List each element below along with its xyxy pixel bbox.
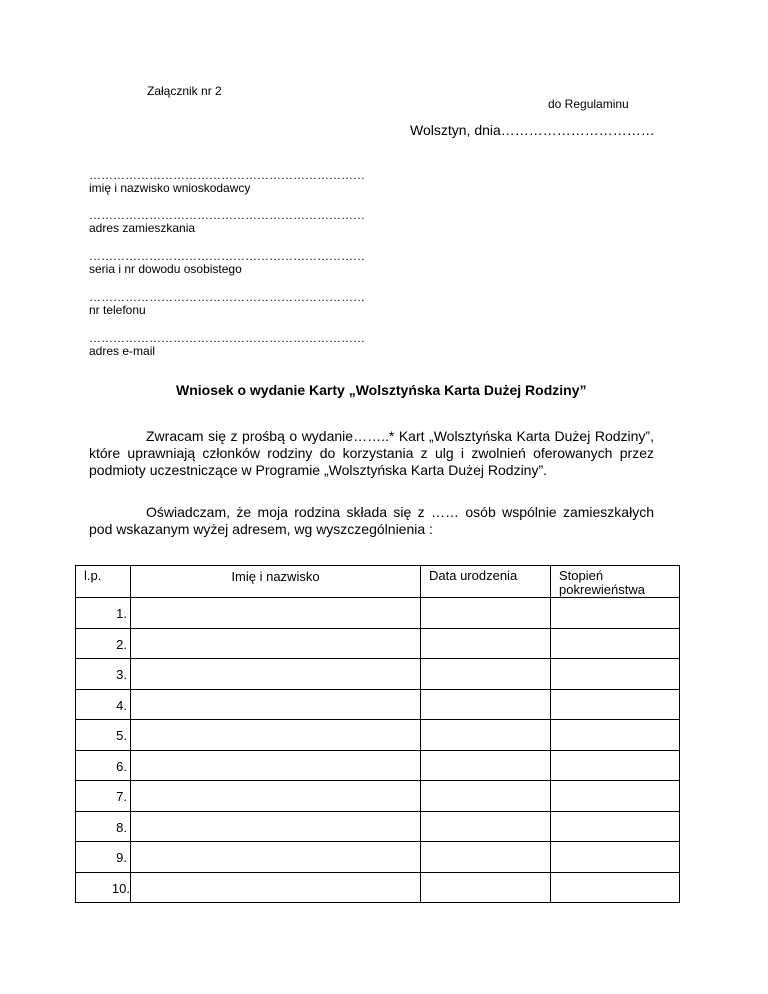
table-row <box>76 628 680 659</box>
birthdate-cell[interactable] <box>421 781 551 812</box>
name-cell[interactable] <box>131 628 421 659</box>
name-header: Imię i nazwisko <box>131 566 421 598</box>
table-row <box>76 781 680 812</box>
table-row <box>76 811 680 842</box>
name-cell[interactable] <box>131 598 421 629</box>
id-label: seria i nr dowodu osobistego <box>89 262 242 276</box>
row-number: 1. <box>76 598 131 629</box>
statement-paragraph <box>89 504 654 538</box>
address-label: adres zamieszkania <box>89 221 196 235</box>
birthdate-cell[interactable] <box>421 689 551 720</box>
row-number: 10. <box>76 872 131 903</box>
name-cell[interactable] <box>131 872 421 903</box>
request-text: Zwracam się z prośbą o wydanie……..* Kart „Wolsztyńska Karta Dużej Rodziny”, które uprawniają członków rodziny do korzystania z ulg i zwolnień oferowanych przez podmioty uczestniczące w Programie „Wolsztyńska Karta Dużej Rodziny”. <box>89 428 654 478</box>
name-label: imię i nazwisko wnioskodawcy <box>89 181 251 195</box>
birthdate-cell[interactable] <box>421 811 551 842</box>
document-title: Wniosek o wydanie Karty „Wolsztyńska Karta Dużej Rodziny” <box>176 382 587 398</box>
name-cell[interactable] <box>131 720 421 751</box>
relation-cell[interactable] <box>551 872 680 903</box>
phone-dotted-line: …………………………………………………………… <box>89 290 365 304</box>
table-header-row <box>76 566 680 598</box>
row-number: 2. <box>76 628 131 659</box>
lp-header: l.p. <box>76 566 131 598</box>
birthdate-cell[interactable] <box>421 750 551 781</box>
row-number: 6. <box>76 750 131 781</box>
address-dotted-line: …………………………………………………………… <box>89 208 365 222</box>
phone-label: nr telefonu <box>89 303 146 317</box>
relation-cell[interactable] <box>551 628 680 659</box>
birthdate-cell[interactable] <box>421 598 551 629</box>
family-members-table <box>75 565 680 903</box>
name-dotted-line: …………………………………………………………… <box>89 168 365 182</box>
row-number: 7. <box>76 781 131 812</box>
table-row <box>76 659 680 690</box>
table-row <box>76 689 680 720</box>
table-row <box>76 872 680 903</box>
row-number: 9. <box>76 842 131 873</box>
regulation-label: do Regulaminu <box>548 97 629 111</box>
request-paragraph <box>89 428 654 479</box>
relation-cell[interactable] <box>551 689 680 720</box>
place-date-field: Wolsztyn, dnia…………………………… <box>410 122 655 138</box>
birthdate-cell[interactable] <box>421 842 551 873</box>
table-row <box>76 842 680 873</box>
table-row <box>76 598 680 629</box>
relation-header: Stopień pokrewieństwa <box>551 566 680 598</box>
id-dotted-line: …………………………………………………………… <box>89 249 365 263</box>
relation-cell[interactable] <box>551 842 680 873</box>
name-cell[interactable] <box>131 689 421 720</box>
statement-text: Oświadczam, że moja rodzina składa się z …… osób wspólnie zamieszkałych pod wskazanym wyżej adresem, wg wyszczególnienia : <box>89 504 654 537</box>
birthdate-cell[interactable] <box>421 872 551 903</box>
name-cell[interactable] <box>131 659 421 690</box>
birthdate-cell[interactable] <box>421 720 551 751</box>
name-cell[interactable] <box>131 811 421 842</box>
relation-cell[interactable] <box>551 659 680 690</box>
relation-cell[interactable] <box>551 811 680 842</box>
birthdate-cell[interactable] <box>421 628 551 659</box>
birthdate-header: Data urodzenia <box>421 566 551 598</box>
relation-cell[interactable] <box>551 750 680 781</box>
table-row <box>76 720 680 751</box>
row-number: 8. <box>76 811 131 842</box>
relation-cell[interactable] <box>551 720 680 751</box>
name-cell[interactable] <box>131 750 421 781</box>
row-number: 3. <box>76 659 131 690</box>
email-label: adres e-mail <box>89 344 156 358</box>
relation-cell[interactable] <box>551 781 680 812</box>
attachment-label: Załącznik nr 2 <box>147 84 222 98</box>
birthdate-cell[interactable] <box>421 659 551 690</box>
email-dotted-line: …………………………………………………………… <box>89 331 365 345</box>
row-number: 4. <box>76 689 131 720</box>
name-cell[interactable] <box>131 842 421 873</box>
name-cell[interactable] <box>131 781 421 812</box>
relation-cell[interactable] <box>551 598 680 629</box>
table-row <box>76 750 680 781</box>
row-number: 5. <box>76 720 131 751</box>
